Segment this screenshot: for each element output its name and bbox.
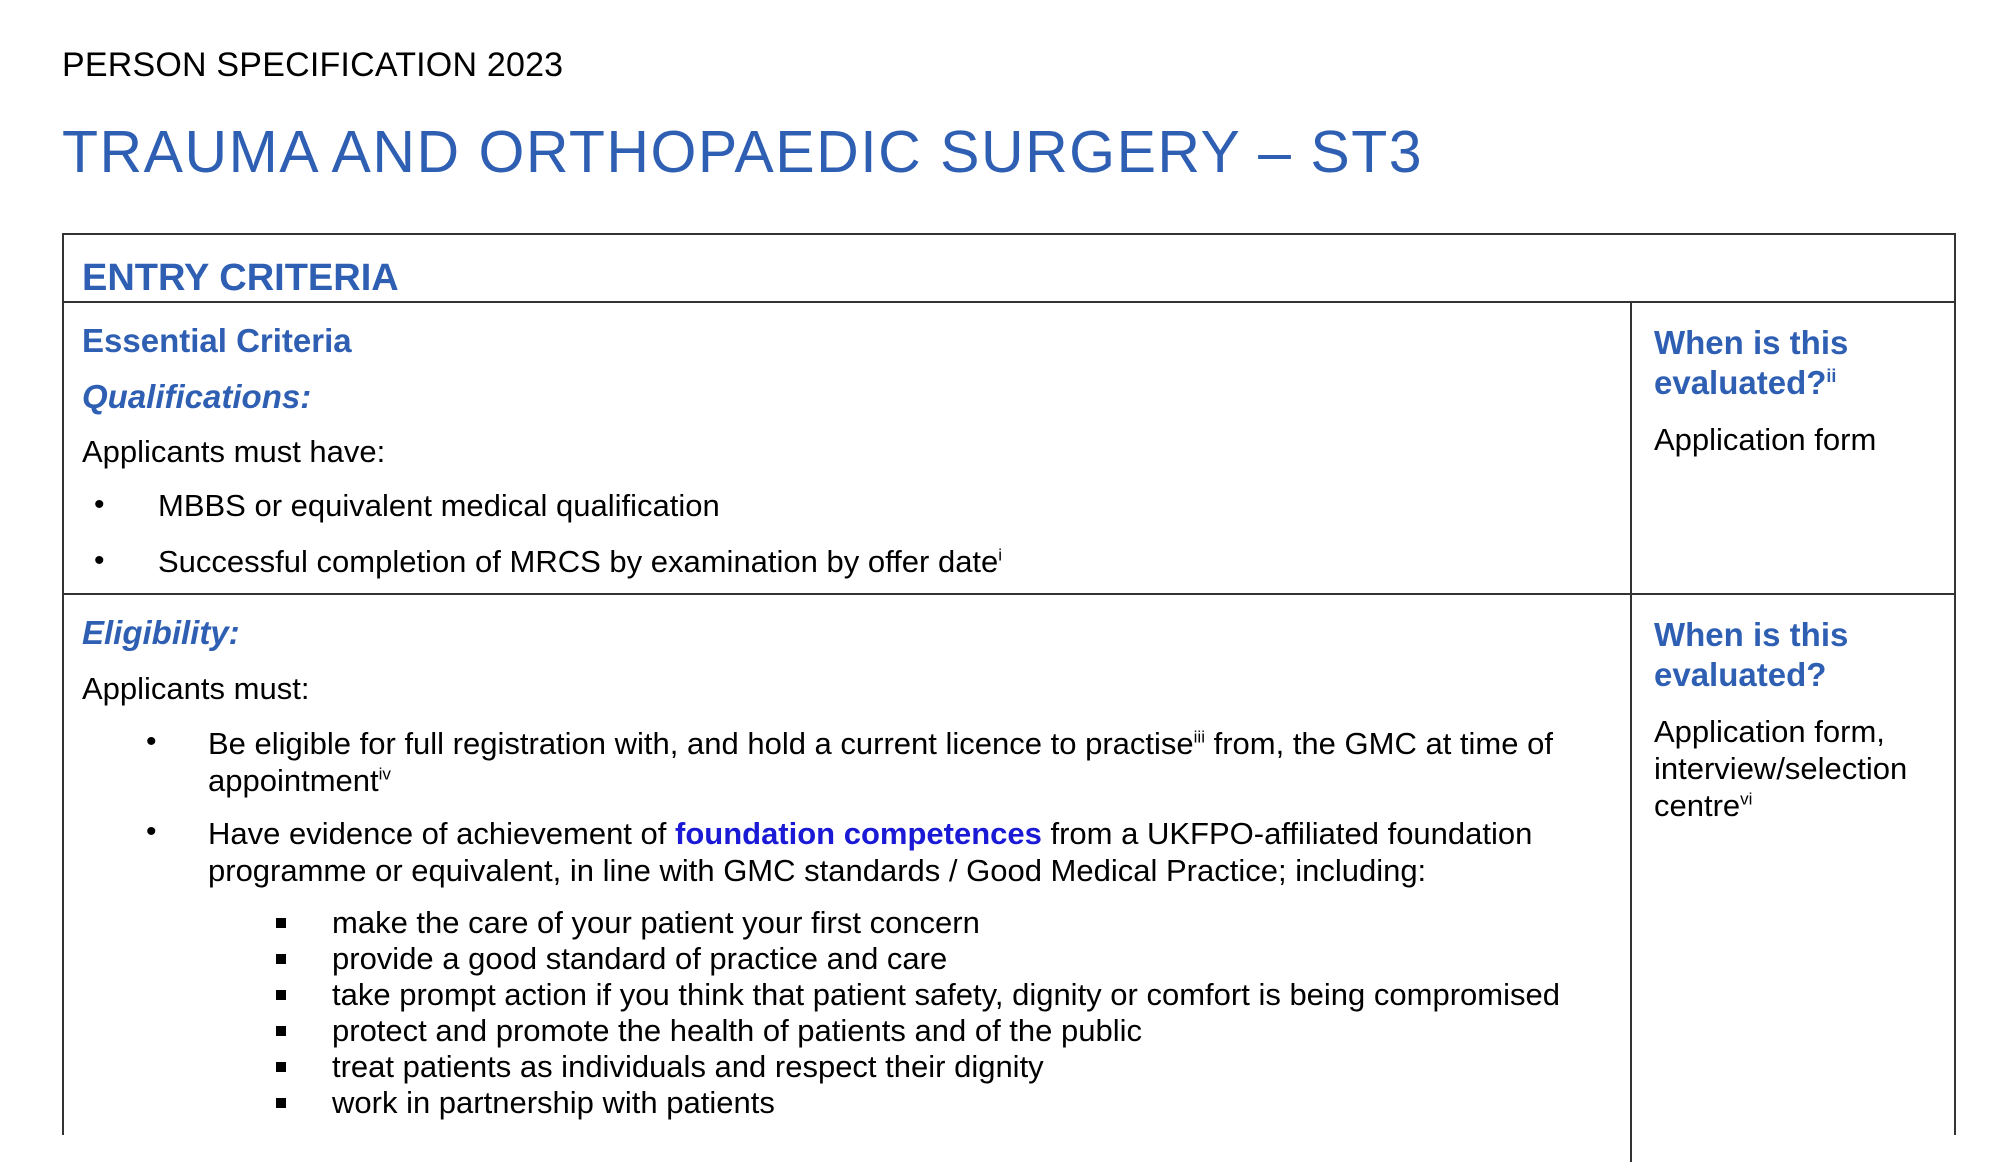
when-heading-line2: evaluated? — [1654, 364, 1827, 401]
qualification-item — [158, 544, 1002, 580]
eligibility-item-text: Be eligible for full registration with, and hold a current licence to practise — [208, 726, 1194, 761]
qualification-item: MBBS or equivalent medical qualification — [158, 488, 720, 523]
eligibility-item-text: from a UKFPO-affiliated foundation — [1041, 816, 1533, 851]
eligibility-item-text: programme or equivalent, in line with GMC standards / Good Medical Practice; including: — [208, 853, 1427, 888]
square-bullet-icon — [276, 990, 286, 1000]
when-evaluated-heading — [1654, 323, 1848, 403]
qualifications-intro: Applicants must have: — [82, 434, 386, 469]
foundation-competences-link[interactable]: foundation competences — [675, 816, 1042, 851]
sub-list-item: treat patients as individuals and respect their dignity — [332, 1049, 1044, 1084]
qualification-item-text: Successful completion of MRCS by examination by offer date — [158, 544, 999, 579]
square-bullet-icon — [276, 1098, 286, 1108]
footnote-marker: ii — [1826, 366, 1837, 386]
bullet-icon: • — [94, 488, 105, 521]
when-value-line1: Application form, — [1654, 714, 1885, 749]
sub-list-item: take prompt action if you think that patient safety, dignity or comfort is being compromised — [332, 977, 1560, 1012]
square-bullet-icon — [276, 1026, 286, 1036]
eligibility-item — [208, 815, 1618, 889]
eligibility-item — [208, 725, 1618, 799]
bullet-icon: • — [146, 815, 157, 848]
when-evaluated-value: Application form — [1654, 422, 1877, 457]
when-value-line3: centre — [1654, 788, 1741, 823]
document-label: PERSON SPECIFICATION 2023 — [62, 46, 564, 84]
sub-list-item: protect and promote the health of patients and of the public — [332, 1013, 1142, 1048]
footnote-marker: iii — [1193, 727, 1205, 747]
when-heading-line1: When is this — [1654, 324, 1849, 361]
page-title: TRAUMA AND ORTHOPAEDIC SURGERY – ST3 — [62, 119, 1424, 185]
footnote-marker: i — [998, 545, 1003, 565]
square-bullet-icon — [276, 954, 286, 964]
when-heading-line1: When is this — [1654, 616, 1849, 653]
when-value-line2: interview/selection — [1654, 751, 1908, 786]
when-evaluated-heading — [1654, 615, 1848, 695]
eligibility-item-text: Have evidence of achievement of — [208, 816, 675, 851]
qualifications-heading: Qualifications: — [82, 378, 312, 415]
essential-criteria-heading: Essential Criteria — [82, 322, 352, 359]
when-heading-line2: evaluated? — [1654, 656, 1827, 693]
column-divider — [1630, 302, 1632, 1162]
square-bullet-icon — [276, 1062, 286, 1072]
when-evaluated-value — [1654, 713, 1907, 824]
eligibility-intro: Applicants must: — [82, 671, 310, 706]
sub-list-item: work in partnership with patients — [332, 1085, 775, 1120]
bullet-icon: • — [94, 544, 105, 577]
sub-list-item: provide a good standard of practice and care — [332, 941, 948, 976]
sub-list-item: make the care of your patient your first concern — [332, 905, 980, 940]
square-bullet-icon — [276, 918, 286, 928]
bullet-icon: • — [146, 725, 157, 758]
row-divider — [64, 593, 1954, 595]
entry-criteria-row — [64, 235, 1954, 303]
eligibility-heading: Eligibility: — [82, 614, 240, 651]
eligibility-item-text: from, the GMC at time of — [1204, 726, 1553, 761]
footnote-marker: vi — [1740, 789, 1753, 809]
entry-criteria-heading: ENTRY CRITERIA — [82, 257, 399, 299]
eligibility-item-text: appointment — [208, 763, 379, 798]
footnote-marker: iv — [378, 764, 391, 784]
specification-table — [62, 233, 1956, 1135]
